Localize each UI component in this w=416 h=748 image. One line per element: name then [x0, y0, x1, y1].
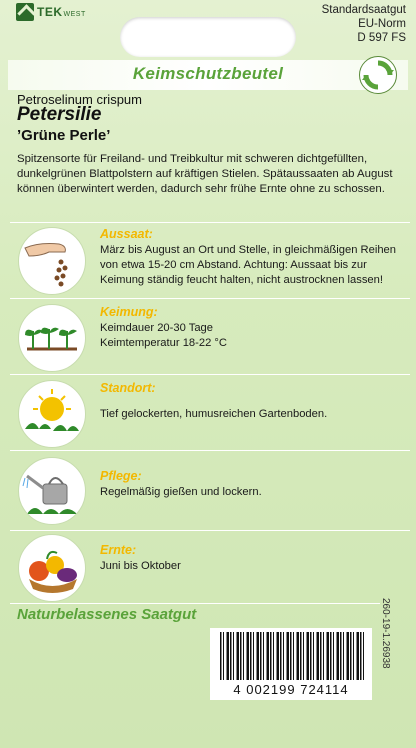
ernte-text: Juni bis Oktober [100, 560, 181, 572]
aussaat-title: Aussaat: [100, 227, 153, 241]
brand-suffix: WEST [63, 11, 86, 18]
hang-hole [120, 17, 296, 57]
ernte-title: Ernte: [100, 543, 137, 557]
pflege-text: Regelmäßig gießen und lockern. [100, 486, 262, 498]
section-ernte [10, 530, 410, 603]
section-pflege [10, 450, 410, 531]
pflege-title: Pflege: [100, 469, 142, 483]
brand-name: TEK [37, 5, 63, 19]
cert-line-1: Standardsaatgut [321, 4, 406, 16]
standort-text: Tief gelockerten, humusreichen Gartenboden. [100, 408, 328, 420]
band-title: Keimschutzbeutel [132, 64, 284, 83]
vegetables-basket-icon [18, 534, 86, 602]
plant-name: Petersilie [17, 104, 102, 125]
certification-info [322, 3, 406, 45]
section-standort [10, 374, 410, 451]
section-keimung [10, 298, 410, 375]
barcode-bars [220, 632, 366, 680]
keimung-line-1: Keimdauer 20-30 Tage [100, 322, 213, 334]
barcode [210, 628, 372, 700]
side-code: 260-19-1.26938 [380, 598, 391, 669]
seed-hand-icon [18, 227, 86, 295]
standort-title: Standort: [100, 381, 156, 395]
tek-logo-icon [16, 3, 34, 21]
footer-divider [10, 603, 380, 604]
barcode-number: 4 002199 724114 [233, 682, 349, 697]
seedlings-icon [18, 304, 86, 372]
section-aussaat [10, 222, 410, 299]
cert-line-3: D 597 FS [357, 32, 406, 44]
sun-plants-icon [18, 380, 86, 448]
cert-line-2: EU-Norm [358, 18, 406, 30]
keimung-title: Keimung: [100, 305, 158, 319]
footer-tagline: Naturbelassenes Saatgut [17, 606, 197, 623]
green-dot-recycle-icon [359, 56, 397, 94]
aussaat-text: März bis August an Ort und Stelle, in gleichmäßigen Reihen von etwa 15-20 cm Abstand. Achtung: Aussaat bis zur Keimung ständig feucht halten, nicht austrocknen lassen! [100, 244, 397, 286]
description: Spitzensorte für Freiland- und Treibkultur mit schweren dichtgefüllten, dunkelgrünen Blattpolstern auf kräftigen Stielen. Spätaussaaten ab August können überwintert werden, dadurch sehr frühe Ernte ohne zu schossen. [17, 153, 393, 195]
keimung-line-2: Keimtemperatur 18-22 °C [100, 337, 227, 349]
brand-logo [16, 3, 86, 21]
watering-can-icon [18, 457, 86, 525]
latin-name: Petroselinum crispum [17, 92, 142, 107]
variety-name: ’Grüne Perle’ [17, 127, 111, 144]
